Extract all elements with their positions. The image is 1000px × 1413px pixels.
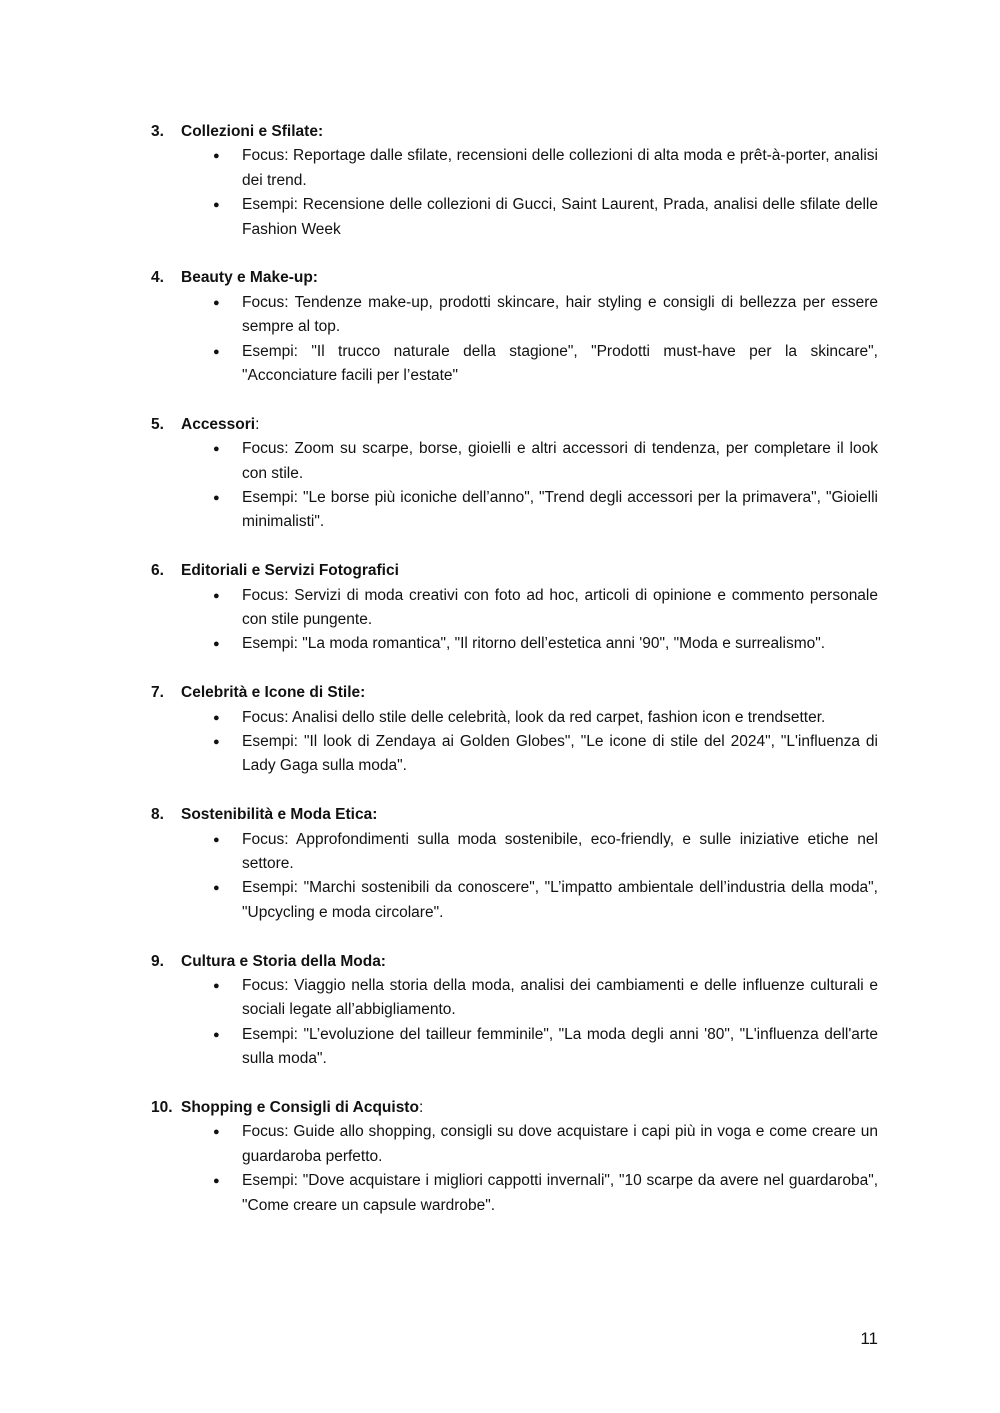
bullet-text: Esempi: "Marchi sostenibili da conoscere", "L’impatto ambientale dell’industria della moda", "Upcycling e moda circolare". xyxy=(242,879,878,921)
list-item xyxy=(151,1120,878,1169)
section-title-colon: : xyxy=(418,1099,424,1117)
section-title: Editoriali e Servizi Fotografici xyxy=(181,562,399,580)
section-number: 8. xyxy=(151,806,164,824)
section-shopping xyxy=(151,1096,878,1218)
list-item xyxy=(151,291,878,340)
bullet-text: Esempi: "L’evoluzione del tailleur femminile", "La moda degli anni '80", "L'influenza dell'arte sulla moda". xyxy=(242,1025,878,1068)
section-title-colon: : xyxy=(255,415,260,433)
bullet-icon: ● xyxy=(213,443,220,456)
section-celebrita xyxy=(151,681,878,779)
list-item xyxy=(151,1023,878,1072)
bullet-text: Focus: Approfondimenti sulla moda sostenibile, eco-friendly, e sulle iniziative etiche nel settore. xyxy=(242,830,878,873)
section-number: 10. xyxy=(151,1099,173,1117)
bullet-icon: ● xyxy=(213,492,220,505)
bullet-icon: ● xyxy=(213,150,220,163)
bullet-text: Esempi: "Il trucco naturale della stagione", "Prodotti must-have per la skincare", "Acconciature facili per l’estate" xyxy=(242,342,878,385)
list-item xyxy=(151,706,878,730)
section-title: Beauty e Make-up: xyxy=(181,269,318,287)
list-item xyxy=(151,144,878,193)
list-item xyxy=(151,340,878,389)
list-item xyxy=(151,584,878,633)
section-heading xyxy=(151,120,878,144)
section-cultura xyxy=(151,950,878,1072)
section-number: 5. xyxy=(151,415,164,433)
section-heading xyxy=(151,803,878,827)
section-title: Celebrità e Icone di Stile: xyxy=(181,684,366,702)
bullet-icon: ● xyxy=(213,1126,220,1139)
bullet-text: Esempi: "Le borse più iconiche dell’anno", "Trend degli accessori per la primavera", "Gioielli minimalisti". xyxy=(242,489,878,531)
bullet-list xyxy=(151,584,878,657)
list-item xyxy=(151,486,878,535)
section-title: Cultura e Storia della Moda: xyxy=(181,952,386,970)
bullet-icon: ● xyxy=(213,589,220,602)
section-heading xyxy=(151,266,878,290)
section-heading xyxy=(151,950,878,974)
bullet-icon: ● xyxy=(213,199,220,212)
list-item xyxy=(151,632,878,656)
section-title: Accessori xyxy=(181,415,256,433)
bullet-list xyxy=(151,144,878,242)
list-item xyxy=(151,193,878,242)
section-number: 7. xyxy=(151,684,164,702)
bullet-icon: ● xyxy=(213,1028,220,1041)
bullet-icon: ● xyxy=(213,980,220,993)
list-item xyxy=(151,974,878,1023)
section-beauty xyxy=(151,266,878,388)
list-item xyxy=(151,730,878,779)
bullet-text: Focus: Analisi dello stile delle celebrità, look da red carpet, fashion icon e trendsetter. xyxy=(242,708,826,726)
section-heading xyxy=(151,413,878,437)
bullet-text: Focus: Zoom su scarpe, borse, gioielli e altri accessori di tendenza, per completare il look con stile. xyxy=(242,440,878,482)
bullet-text: Focus: Reportage dalle sfilate, recensioni delle collezioni di alta moda e prêt-à-porter, analisi dei trend. xyxy=(242,147,878,189)
section-number: 6. xyxy=(151,562,164,580)
section-heading xyxy=(151,559,878,583)
bullet-text: Esempi: Recensione delle collezioni di Gucci, Saint Laurent, Prada, analisi delle sfilate delle Fashion Week xyxy=(242,196,878,238)
bullet-list xyxy=(151,1120,878,1218)
list-item xyxy=(151,828,878,877)
bullet-icon: ● xyxy=(213,1175,220,1188)
bullet-text: Focus: Guide allo shopping, consigli su dove acquistare i capi più in voga e come creare un guardaroba perfetto. xyxy=(242,1123,878,1165)
section-number: 9. xyxy=(151,952,164,970)
section-accessori xyxy=(151,413,878,535)
bullet-list xyxy=(151,828,878,926)
bullet-text: Esempi: "Dove acquistare i migliori cappotti invernali", "10 scarpe da avere nel guardaroba", "Come creare un capsule wardrobe". xyxy=(242,1172,878,1214)
section-sostenibilita xyxy=(151,803,878,925)
bullet-text: Esempi: "La moda romantica", "Il ritorno dell’estetica anni '90", "Moda e surrealismo". xyxy=(242,635,826,653)
list-item xyxy=(151,1169,878,1218)
section-list xyxy=(151,120,878,1242)
bullet-icon: ● xyxy=(213,345,220,358)
section-title: Collezioni e Sfilate: xyxy=(181,123,324,140)
bullet-list xyxy=(151,437,878,535)
bullet-list xyxy=(151,974,878,1072)
bullet-icon: ● xyxy=(213,296,220,309)
section-number: 4. xyxy=(151,269,164,287)
section-title: Shopping e Consigli di Acquisto xyxy=(181,1099,419,1117)
bullet-icon: ● xyxy=(213,638,220,651)
section-editoriali xyxy=(151,559,878,657)
section-heading xyxy=(151,681,878,705)
list-item xyxy=(151,876,878,925)
list-item xyxy=(151,437,878,486)
bullet-text: Esempi: "Il look di Zendaya ai Golden Globes", "Le icone di stile del 2024", "L'influenza di Lady Gaga sulla moda". xyxy=(242,733,878,775)
page-number: 11 xyxy=(860,1329,878,1348)
section-heading xyxy=(151,1096,878,1120)
bullet-text: Focus: Viaggio nella storia della moda, analisi dei cambiamenti e delle influenze culturali e sociali legate all’abbigliamento. xyxy=(242,977,878,1019)
bullet-icon: ● xyxy=(213,736,220,749)
bullet-icon: ● xyxy=(213,882,220,895)
bullet-text: Focus: Servizi di moda creativi con foto ad hoc, articoli di opinione e commento personale con stile pungente. xyxy=(242,586,878,629)
section-title: Sostenibilità e Moda Etica: xyxy=(181,806,378,824)
bullet-list xyxy=(151,291,878,389)
section-number: 3. xyxy=(151,123,164,140)
bullet-icon: ● xyxy=(213,711,220,724)
bullet-list xyxy=(151,706,878,779)
bullet-icon: ● xyxy=(213,833,220,846)
section-collezioni xyxy=(151,120,878,242)
bullet-text: Focus: Tendenze make-up, prodotti skincare, hair styling e consigli di bellezza per essere sempre al top. xyxy=(242,293,878,336)
